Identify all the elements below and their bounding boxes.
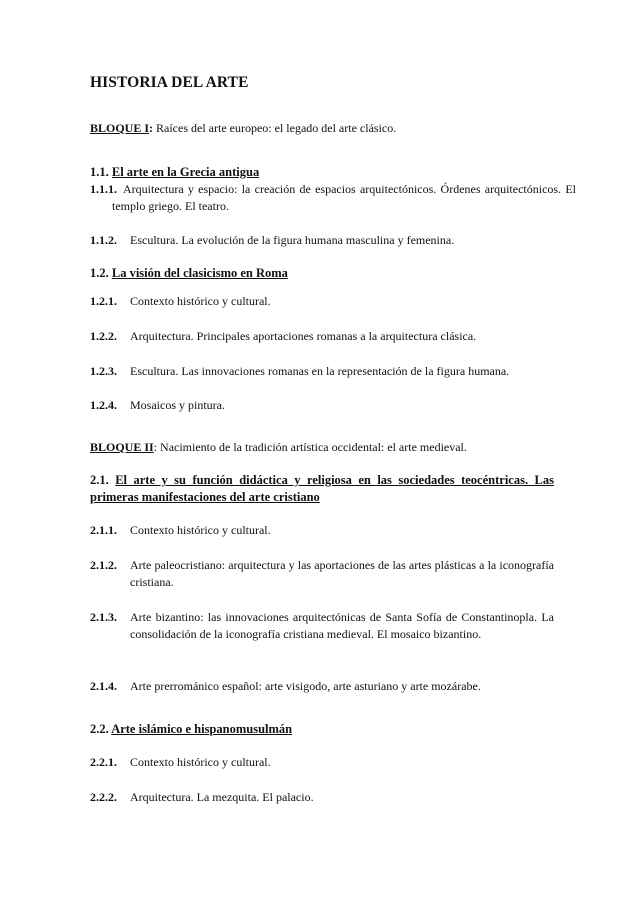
item-text: Arquitectura. La mezquita. El palacio. bbox=[130, 790, 314, 804]
section-title: Arte islámico e hispanomusulmán bbox=[111, 722, 293, 736]
item-number: 2.1.4. bbox=[90, 679, 117, 693]
section-1-2-heading bbox=[90, 265, 554, 282]
section-title: El arte y su función didáctica y religiosa en las sociedades teocéntricas. Las primeras manifestaciones del arte cristiano bbox=[90, 473, 554, 504]
list-item-2-1-3 bbox=[90, 609, 554, 643]
item-number: 1.2.3. bbox=[90, 364, 117, 378]
list-item-2-1-4 bbox=[90, 678, 554, 695]
list-item-1-1-2 bbox=[90, 232, 554, 249]
list-item-1-1-1 bbox=[90, 181, 576, 215]
list-item-2-1-1 bbox=[90, 522, 554, 539]
document-title: HISTORIA DEL ARTE bbox=[90, 74, 249, 91]
item-number: 1.2.1. bbox=[90, 294, 117, 308]
item-number: 2.2.1. bbox=[90, 755, 117, 769]
section-1-1-heading bbox=[90, 164, 554, 181]
item-text: Escultura. La evolución de la figura humana masculina y femenina. bbox=[130, 233, 455, 247]
item-text: Arte prerrománico español: arte visigodo, arte asturiano y arte mozárabe. bbox=[130, 679, 481, 693]
section-number: 1.1. bbox=[90, 165, 109, 179]
list-item-1-2-1 bbox=[90, 293, 554, 310]
bloque-colon: : bbox=[149, 121, 154, 135]
item-number: 1.2.4. bbox=[90, 398, 117, 412]
item-text: Arte paleocristiano: arquitectura y las aportaciones de las artes plásticas a la iconografía cristiana. bbox=[130, 558, 554, 589]
section-2-1-heading bbox=[90, 472, 554, 506]
item-text: Arquitectura. Principales aportaciones romanas a la arquitectura clásica. bbox=[130, 329, 477, 343]
item-number: 2.1.2. bbox=[90, 558, 117, 572]
item-number: 1.2.2. bbox=[90, 329, 117, 343]
section-number: 1.2. bbox=[90, 266, 109, 280]
bloque-description: Nacimiento de la tradición artística occidental: el arte medieval. bbox=[157, 440, 467, 454]
item-text: Contexto histórico y cultural. bbox=[130, 294, 271, 308]
bloque-description: Raíces del arte europeo: el legado del arte clásico. bbox=[153, 121, 397, 135]
section-2-2-heading bbox=[90, 721, 554, 738]
item-number: 1.1.1. bbox=[90, 182, 117, 196]
bloque-1-heading bbox=[90, 121, 554, 136]
item-number: 1.1.2. bbox=[90, 233, 117, 247]
bloque-2-heading bbox=[90, 440, 554, 455]
item-text: Mosaicos y pintura. bbox=[130, 398, 225, 412]
item-text: Contexto histórico y cultural. bbox=[130, 755, 271, 769]
item-number: 2.1.1. bbox=[90, 523, 117, 537]
section-title: El arte en la Grecia antigua bbox=[111, 165, 260, 179]
list-item-1-2-2 bbox=[90, 328, 554, 345]
bloque-colon: : bbox=[153, 440, 158, 454]
bloque-label: BLOQUE II bbox=[90, 440, 154, 454]
item-number: 2.2.2. bbox=[90, 790, 117, 804]
section-number: 2.1. bbox=[90, 473, 109, 487]
section-title: La visión del clasicismo en Roma bbox=[111, 266, 288, 280]
item-text: Contexto histórico y cultural. bbox=[130, 523, 271, 537]
section-number: 2.2. bbox=[90, 722, 109, 736]
item-text: Escultura. Las innovaciones romanas en la representación de la figura humana. bbox=[130, 364, 510, 378]
item-number: 2.1.3. bbox=[90, 610, 117, 624]
item-text: Arquitectura y espacio: la creación de espacios arquitectónicos. Órdenes arquitectónicos. El templo griego. El teatro. bbox=[112, 182, 576, 213]
list-item-1-2-3 bbox=[90, 363, 554, 380]
item-text: Arte bizantino: las innovaciones arquitectónicas de Santa Sofía de Constantinopla. La consolidación de la iconografía cristiana medieval. El mosaico bizantino. bbox=[130, 610, 554, 641]
list-item-2-1-2 bbox=[90, 557, 554, 591]
list-item-2-2-1 bbox=[90, 754, 554, 771]
list-item-1-2-4 bbox=[90, 397, 554, 414]
list-item-2-2-2 bbox=[90, 789, 554, 806]
bloque-label: BLOQUE I bbox=[90, 121, 150, 135]
